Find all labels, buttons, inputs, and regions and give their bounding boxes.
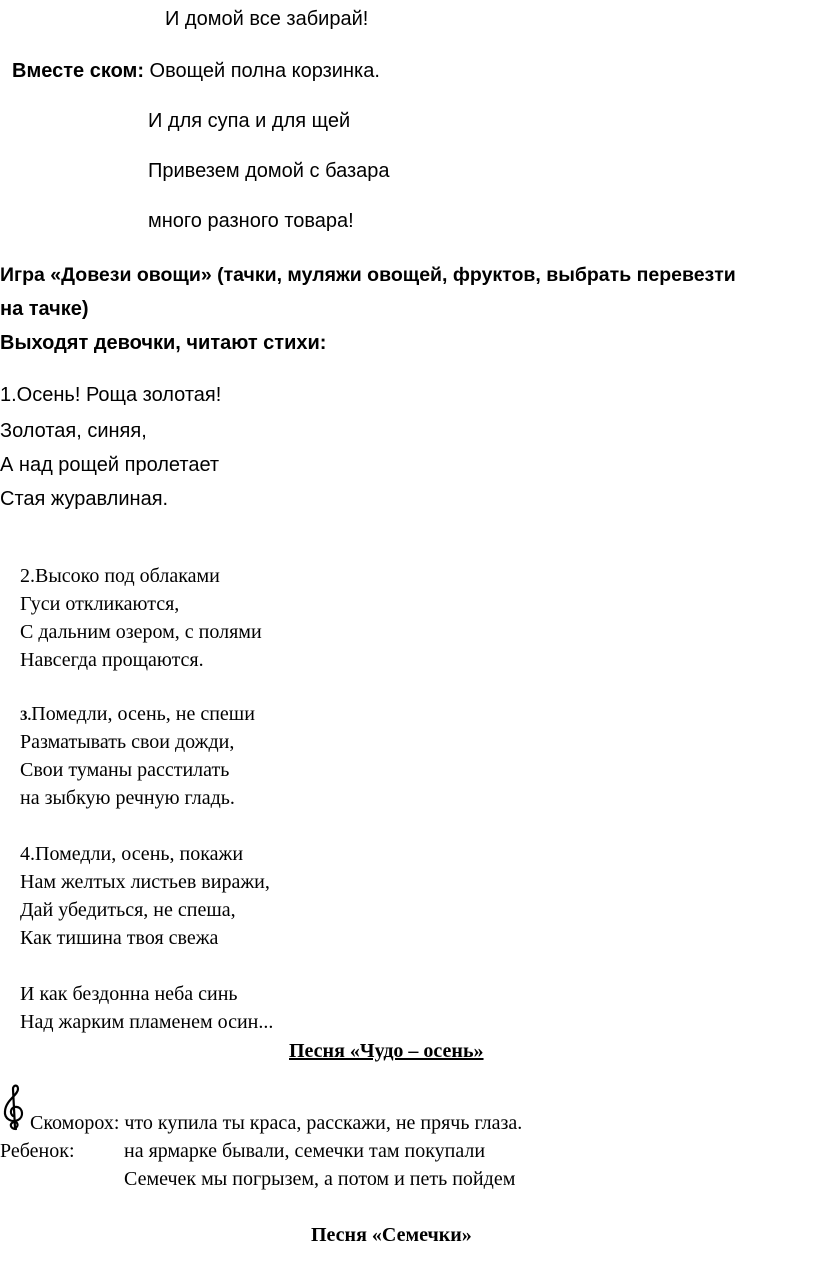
verse-number: 3. xyxy=(20,708,32,724)
verse-line: 4.Помедли, осень, покажи xyxy=(20,843,244,865)
poem-line: Привезем домой с базара xyxy=(148,160,390,182)
verse-line: Нам желтых листьев виражи, xyxy=(20,871,270,893)
speaker-label: Вместе ском: xyxy=(12,60,144,82)
verse-line: И как бездонна неба синь xyxy=(20,983,238,1005)
verse-line: Дай убедиться, не спеша, xyxy=(20,899,236,921)
speaker-label: Ребенок: xyxy=(0,1140,75,1162)
dialogue-line: Семечек мы погрызем, а потом и петь пойдем xyxy=(124,1168,516,1190)
verse-line: Над жарким пламенем осин... xyxy=(20,1011,274,1033)
verse-line: Гуси откликаются, xyxy=(20,593,180,615)
verse-line-text: Помедли, осень, не спеши xyxy=(31,703,255,725)
verse-line: Свои туманы расстилать xyxy=(20,759,230,781)
verse-line: Стая журавлиная. xyxy=(0,488,169,510)
song-title: Песня «Чудо – осень» xyxy=(289,1040,484,1062)
verse-line: Разматывать свои дожди, xyxy=(20,731,235,753)
poem-line: И для супа и для щей xyxy=(148,110,351,132)
dialogue-line: Скоморох: что купила ты краса, расскажи, не прячь глаза. xyxy=(30,1112,523,1134)
song-title: Песня «Семечки» xyxy=(311,1224,472,1246)
verse-line: на зыбкую речную гладь. xyxy=(20,787,235,809)
poem-line: много разного товара! xyxy=(148,210,354,232)
treble-clef-icon xyxy=(0,1083,30,1133)
poem-line-text: Овощей полна корзинка. xyxy=(149,60,380,82)
dialogue-line: на ярмарке бывали, семечки там покупали xyxy=(124,1140,486,1162)
verse-line: Навсегда прощаются. xyxy=(20,649,204,671)
game-heading: Игра «Довези овощи» (тачки, муляжи овощей, фруктов, выбрать перевезти xyxy=(0,264,736,286)
verse-line: А над рощей пролетает xyxy=(0,454,220,476)
verse-line: Как тишина твоя свежа xyxy=(20,927,219,949)
game-heading-cont: на тачке) xyxy=(0,298,89,320)
stage-direction: Выходят девочки, читают стихи: xyxy=(0,332,327,354)
verse-line xyxy=(20,703,255,726)
verse-line: 2.Высоко под облаками xyxy=(20,565,220,587)
poem-line: И домой все забирай! xyxy=(165,8,369,30)
poem-line xyxy=(12,60,380,83)
verse-line: 1.Осень! Роща золотая! xyxy=(0,384,222,406)
verse-line: С дальним озером, с полями xyxy=(20,621,262,643)
verse-line: Золотая, синяя, xyxy=(0,420,147,442)
